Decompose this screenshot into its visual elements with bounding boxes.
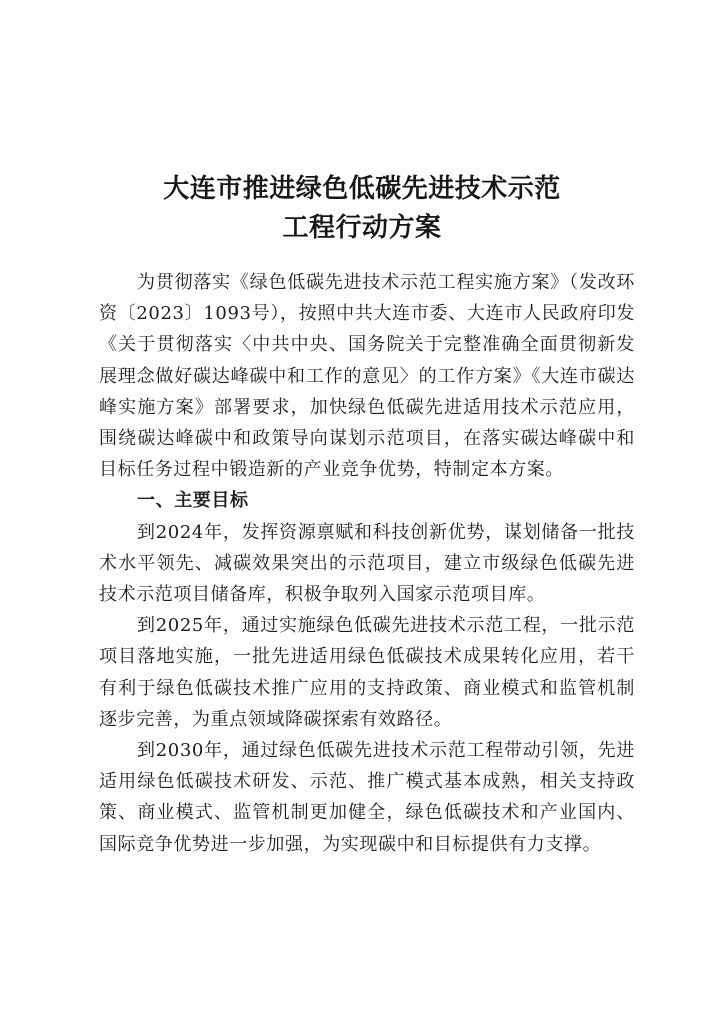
goal-2030-paragraph: 到2030年，通过绿色低碳先进技术示范工程带动引领，先进适用绿色低碳技术研发、示范、推广模式基本成熟，相关支持政策、商业模式、监管机制更加健全，绿色低碳技术和产业国内、国际竞争优势进一步加强，为实现碳中和目标提供有力支撑。 <box>99 740 635 855</box>
document-title-line-2: 工程行动方案 <box>282 213 442 243</box>
intro-paragraph: 为贯彻落实《绿色低碳先进技术示范工程实施方案》（发改环资〔2023〕1093号），按照中共大连市委、大连市人民政府印发《关于贯彻落实〈中共中央、国务院关于完整准确全面贯彻新发展理念做好碳达峰碳中和工作的意见〉的工作方案》《大连市碳达峰实施方案》部署要求，加快绿色低碳先进适用技术示范应用，围绕碳达峰碳中和政策导向谋划示范项目，在落实碳达峰碳中和目标任务过程中锻造新的产业竞争优势，特制定本方案。 <box>99 272 635 481</box>
goal-2024-paragraph: 到2024年，发挥资源禀赋和科技创新优势，谋划储备一批技术水平领先、减碳效果突出的示范项目，建立市级绿色低碳先进技术示范项目储备库，积极争取列入国家示范项目库。 <box>99 521 635 606</box>
goal-2025-paragraph: 到2025年，通过实施绿色低碳先进技术示范工程，一批示范项目落地实施，一批先进适用绿色低碳技术成果转化应用，若干有利于绿色低碳技术推广应用的支持政策、商业模式和监管机制逐步完善，为重点领域降碳探索有效路径。 <box>99 615 635 730</box>
document-title-line-1: 大连市推进绿色低碳先进技术示范 <box>163 174 561 204</box>
document-body <box>99 267 635 860</box>
section-heading-main-goals: 一、主要目标 <box>137 490 249 512</box>
